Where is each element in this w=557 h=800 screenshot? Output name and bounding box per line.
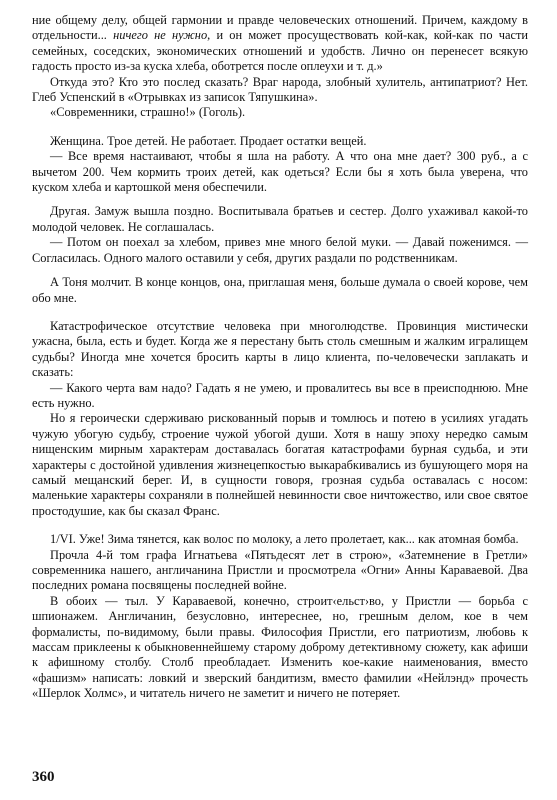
paragraph: Женщина. Трое детей. Не работает. Продает остатки вещей.: [50, 133, 367, 148]
paragraph: А Тоня молчит. В конце концов, она, приглашая меня, больше думала о своей корове, чем обо мне.: [32, 275, 528, 305]
paragraph: Но я героически сдерживаю рискованный порыв и томлюсь и потею в усилиях угадать чужую убогую судьбу, строение чужой убогой души. Хотя в нашу эпоху нередко самым нищенским мирным характерам доставалась богатая катастрофами бурная судьба, и эти характеры с достойной удивления жизнецепкостью выкарабкивались из бушующего моря на самый мещанский берег. И, в сущности говоря, грозная судьба оставалась с носом: маленькие характеры сохраняли в полнейшей невинности свое ничтожество, или свое святое простодушие, как бы сказал Франс.: [32, 411, 528, 518]
paragraph: [32, 13, 528, 75]
paragraph: Другая. Замуж вышла поздно. Воспитывала братьев и сестер. Долго ухаживал какой-то молодой человек. Не соглашалась.: [32, 204, 528, 234]
paragraph: Откуда это? Кто это послед сказать? Враг народа, злобный хулитель, антипатриот? Нет. Глеб Успенский в «Отрывках из записок Тяпушкина».: [32, 74, 528, 105]
paragraph: Прочла 4-й том графа Игнатьева «Пятьдесят лет в строю», «Затемнение в Гретли» современника нашего, англичанина Пристли и просмотрела «Огни» Анны Караваевой. Два последних романа посвящены последней войне.: [32, 547, 528, 593]
paragraph: — Все время настаивают, чтобы я шла на работу. А что она мне дает? 300 руб., а с вычетом 200. Чем кормить троих детей, как одеться? Если бы я хоть была уверена, что куском хлеба и картошкой меня обеспечили.: [32, 149, 528, 195]
paragraph-text: , и он может просуществовать кой-как, кой-как по части семейных, соседских, экономических отношений и удобств. Лично он перенесет всякую гадость просто из-за куска хлеба, оботрется после оплеухи и т. д.»: [32, 28, 528, 74]
paragraph-text: ние общему делу, общей гармонии и правде человеческих отношений. Причем, каждому в отдельности...: [32, 13, 528, 43]
section-gap: [32, 519, 528, 532]
section-gap: [32, 266, 528, 275]
paragraph: «Современники, страшно!» (Гоголь).: [50, 105, 246, 120]
paragraph: — Какого черта вам надо? Гадать я не умею, и провалитесь вы все в преисподнюю. Мне есть нужно.: [32, 380, 528, 410]
section-gap: [32, 195, 528, 204]
paragraph: — Потом он поехал за хлебом, привез мне много белой муки. — Давай поженимся. — Согласилась. Одного малого оставили у себя, других раздали по родственникам.: [32, 235, 528, 265]
page-number: 360: [32, 769, 55, 785]
page-text: [32, 13, 528, 702]
section-gap: [32, 306, 528, 319]
paragraph: В обоих — тыл. У Караваевой, конечно, строит‹ельст›во, у Пристли — борьба с шпионажем. Англичанин, безусловно, интереснее, но, грешным делом, кое в чем формалисты, по-видимому, были правы. Философия Пристли, его патриотизм, любовь к массам приклеены к обыкновеннейшему старому доброму детективному сюжету, как афиши к афишному столбу. Столб преобладает. Изменить кое-какие наименования, вместо «фашизм» написать: ловкий и зверский бандитизм, вместо фамилии «Нейлэнд» прочесть «Шерлок Холмс», и читатель ничего не заметит и ничего не потеряет.: [32, 593, 528, 701]
section-gap: [32, 121, 528, 134]
emphasis-text: ничего не нужно: [113, 28, 208, 43]
paragraph: 1/VI. Уже! Зима тянется, как волос по молоку, а лето пролетает, как... как атомная бомба.: [50, 532, 519, 547]
paragraph: Катастрофическое отсутствие человека при многолюдстве. Провинция мистически ужасна, была, есть и будет. Когда же я перестану быть столь смешным и жалким игралищем судьбы? Иногда мне хочется бросить карты в лицо клиента, по-человечески заплакать и сказать:: [32, 318, 528, 380]
